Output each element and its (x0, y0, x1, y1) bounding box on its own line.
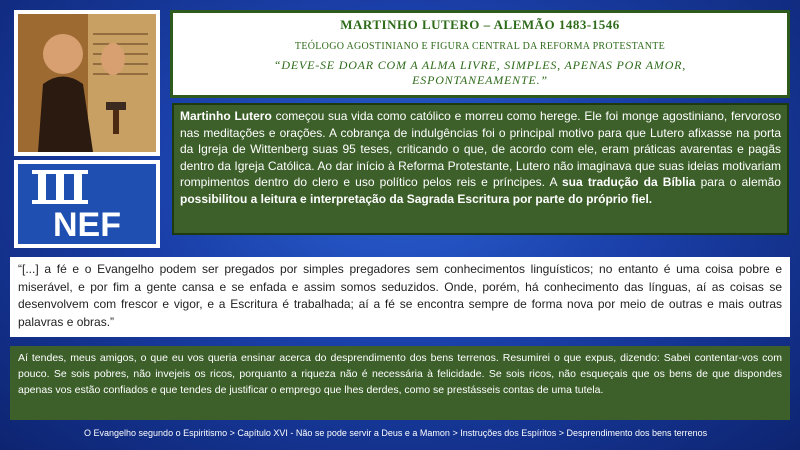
bio-text-2: para o alemão (695, 175, 781, 189)
luther-quote-box: “[...] a fé e o Evangelho podem ser pregados por simples pregadores sem conhecimentos linguísticos; no entanto é uma coisa pobre e miserável, e por fim a gente cansa e se enfada e assim somos seduzidos. Onde, porém, há conhecimento das línguas, aí as coisas se desenvolvem com frescor e vigor, e a Escritura é trabalhada; aí a fé se encontra sempre de forma nova por meio de outras e mais outras palavras e obras.” (10, 257, 790, 337)
bio-text-1: começou sua vida como católico e morreu como herege. Ele foi monge agostiniano, fervoroso nas meditações e orações. A cobrança de indulgências foi o principal motivo para que Lutero afixasse na porta da Igreja de Wittenberg suas 95 teses, criticando o que, de acordo com ele, eram práticas avarentas e pagãs dentro da Igreja Católica. Ao dar início à Reforma Protestante, Lutero não imaginava que suas ideias motivariam rompimentos dentro do clero e uso político pelos reis e príncipes. A (180, 109, 782, 189)
kardec-text-box: Aí tendes, meus amigos, o que eu vos queria ensinar acerca do desprendimento dos bens terrenos. Resumirei o que expus, dizendo: Sabei contentar-vos com pouco. Se sois pobres, não invejeis os ricos, porquanto a riqueza não é necessária à felicidade. Se sois ricos, não esqueçais que os bens de que dispondes apenas vos estão confiados e que tendes de justificar o emprego que lhes derdes, como se prestásseis contas de uma tutela. (10, 346, 790, 420)
luther-portrait (14, 10, 160, 156)
header-quote: “DEVE-SE DOAR COM A ALMA LIVRE, SIMPLES, APENAS POR AMOR, ESPONTANEAMENTE.” (273, 58, 687, 87)
bio-bold-translation: sua tradução da Bíblia (562, 175, 696, 189)
person-subtitle: TEÓLOGO AGOSTINIANO E FIGURA CENTRAL DA REFORMA PROTESTANTE (294, 41, 666, 52)
logo-text: NEF (53, 206, 121, 244)
nef-logo-image (18, 164, 156, 244)
biography-box (172, 103, 789, 235)
nef-logo (14, 160, 160, 248)
person-name: MARTINHO LUTERO – ALEMÃO 1483-1546 (340, 17, 620, 32)
bio-bold-conclusion: possibilitou a leitura e interpretação da Sagrada Escritura por parte do próprio fiel. (180, 191, 653, 206)
luther-painting-image (18, 14, 156, 152)
bio-bold-name: Martinho Lutero (180, 109, 272, 123)
footer-breadcrumb: O Evangelho segundo o Espiritismo > Capítulo XVI - Não se pode servir a Deus e a Mamon > Instruções dos Espíritos > Desprendimento dos bens terrenos (84, 428, 708, 438)
title-box (170, 10, 790, 98)
